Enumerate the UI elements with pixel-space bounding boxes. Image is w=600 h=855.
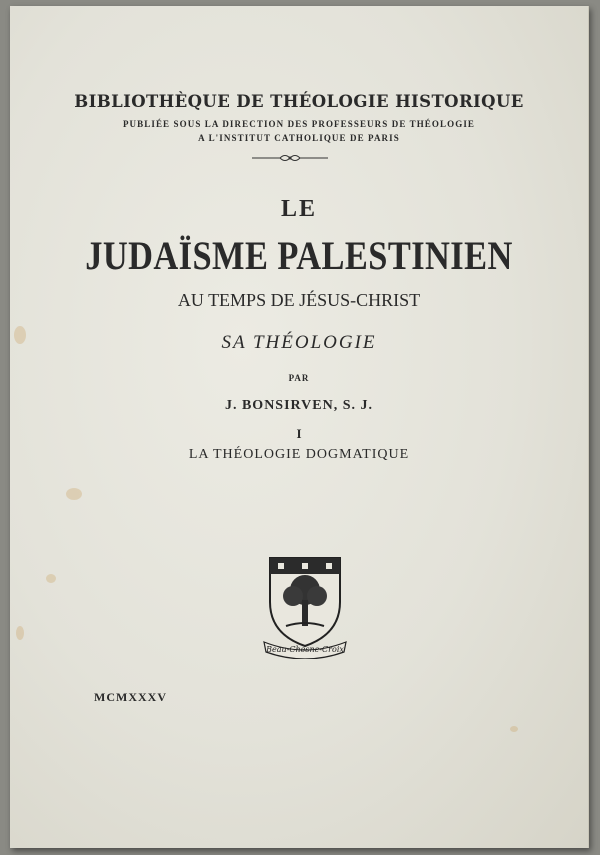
publisher-emblem-icon [260, 554, 350, 659]
emblem-motto: Beau-Chesne-Croix [266, 645, 344, 654]
foxing-spot [510, 726, 518, 732]
publisher-line-1: PUBLIÉE SOUS LA DIRECTION DES PROFESSEURS DE THÉOLOGIE [122, 119, 476, 129]
foxing-spot [66, 488, 82, 500]
publisher-line-2: A L'INSTITUT CATHOLIQUE DE PARIS [198, 133, 400, 143]
title-article: LE [280, 196, 317, 222]
foxing-spot [16, 626, 24, 640]
volume-number: I [296, 426, 302, 441]
subtitle-theologie: SA THÉOLOGIE [221, 332, 377, 353]
series-title: BIBLIOTHÈQUE DE THÉOLOGIE HISTORIQUE [74, 92, 524, 111]
volume-title: LA THÉOLOGIE DOGMATIQUE [188, 447, 410, 462]
book-cover [10, 6, 589, 848]
par-label: PAR [288, 373, 310, 383]
author-name: J. BONSIRVEN, S. J. [224, 398, 374, 413]
ornament-flourish [250, 152, 330, 164]
main-title: JUDAÏSME PALESTINIEN [85, 233, 513, 278]
foxing-spot [46, 574, 56, 583]
publication-date: MCMXXXV [94, 690, 167, 704]
subtitle: AU TEMPS DE JÉSUS-CHRIST [177, 290, 421, 310]
